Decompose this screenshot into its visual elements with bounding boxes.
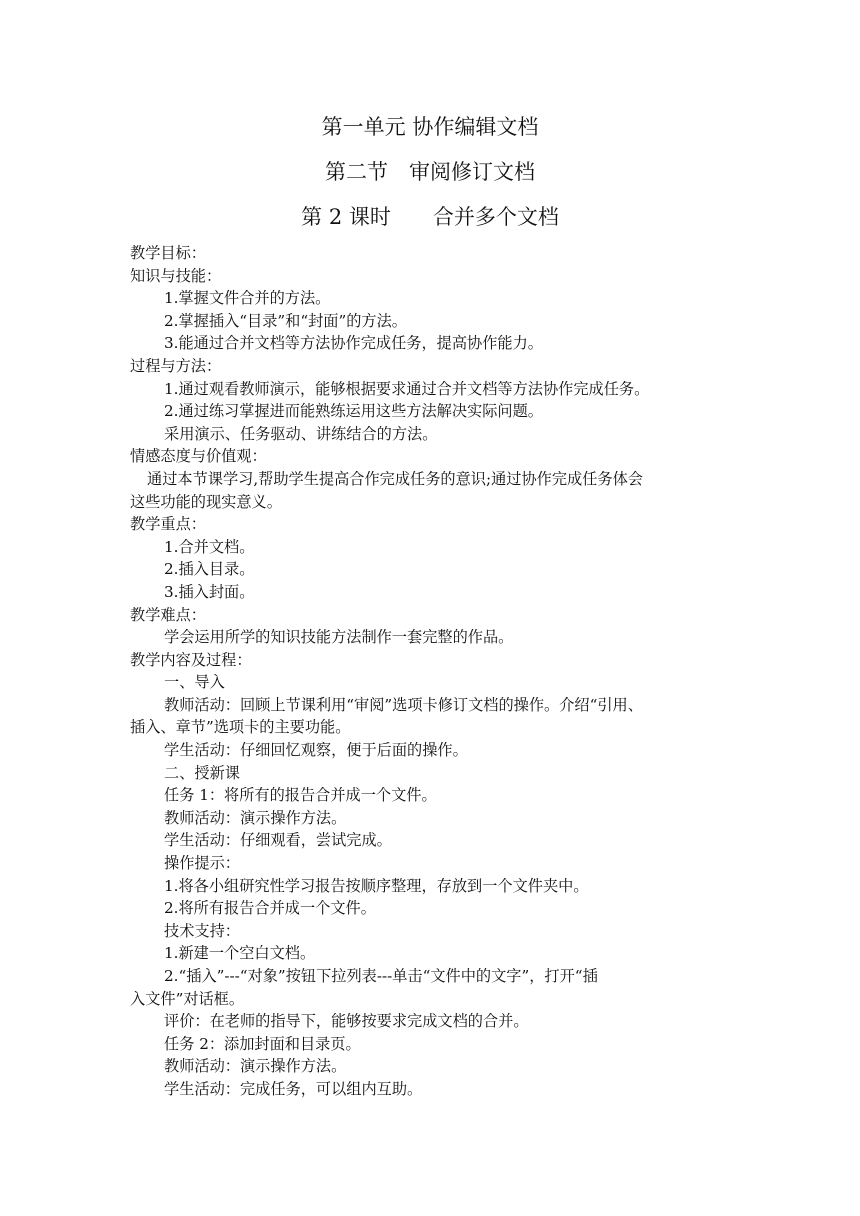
text-line: 任务 2：添加封面和目录页。 bbox=[164, 1034, 361, 1053]
text-line: 情感态度与价值观： bbox=[130, 447, 267, 466]
text-line: 这些功能的现实意义。 bbox=[130, 492, 282, 511]
text-line: 1.合并文档。 bbox=[164, 537, 255, 556]
text-line: 教师活动：回顾上节课利用“审阅”选项卡修订文档的操作。介绍“引用、 bbox=[164, 695, 643, 714]
text-line: 技术支持： bbox=[164, 921, 240, 940]
text-line: 入文件”对话框。 bbox=[130, 989, 245, 1008]
text-line: 任务 1：将所有的报告合并成一个文件。 bbox=[164, 786, 437, 805]
text-line: 学生活动：仔细回忆观察，便于后面的操作。 bbox=[164, 741, 468, 760]
text-line: 知识与技能： bbox=[130, 266, 222, 285]
text-line: 操作提示： bbox=[164, 854, 240, 873]
text-line: 一、导入 bbox=[164, 673, 225, 692]
text-line: 教师活动：演示操作方法。 bbox=[164, 1057, 347, 1076]
text-line: 2.“插入”---“对象”按钮下拉列表---单击“文件中的文字”，打开“插 bbox=[164, 967, 598, 985]
text-line: 1.通过观看教师演示，能够根据要求通过合并文档等方法协作完成任务。 bbox=[164, 379, 650, 398]
text-line: 教师活动：演示操作方法。 bbox=[164, 808, 347, 827]
text-line: 二、授新课 bbox=[164, 763, 240, 782]
unit-title: 第一单元 协作编辑文档 bbox=[321, 115, 539, 139]
text-line: 教学难点： bbox=[130, 605, 206, 624]
text-line: 2.将所有报告合并成一个文件。 bbox=[164, 899, 376, 918]
text-line: 插入、章节”选项卡的主要功能。 bbox=[130, 718, 351, 737]
text-line: 3.插入封面。 bbox=[164, 582, 255, 601]
lesson-title: 第 2 课时 合并多个文档 bbox=[301, 205, 559, 229]
text-line: 2.插入目录。 bbox=[164, 560, 255, 579]
text-line: 教学内容及过程： bbox=[130, 650, 252, 669]
text-line: 采用演示、任务驱动、讲练结合的方法。 bbox=[164, 424, 438, 443]
text-line: 1.新建一个空白文档。 bbox=[164, 944, 316, 963]
text-line: 3.能通过合并文档等方法协作完成任务，提高协作能力。 bbox=[164, 334, 543, 353]
text-line: 评价：在老师的指导下，能够按要求完成文档的合并。 bbox=[164, 1012, 529, 1031]
text-line: 2.掌握插入“目录”和“封面”的方法。 bbox=[164, 311, 407, 330]
text-line: 2.通过练习掌握进而能熟练运用这些方法解决实际问题。 bbox=[164, 402, 543, 421]
text-line: 学生活动：完成任务，可以组内互助。 bbox=[164, 1079, 423, 1098]
text-line: 1.掌握文件合并的方法。 bbox=[164, 289, 331, 308]
text-line: 1.将各小组研究性学习报告按顺序整理，存放到一个文件夹中。 bbox=[164, 876, 589, 895]
text-line: 学会运用所学的知识技能方法制作一套完整的作品。 bbox=[164, 628, 514, 647]
text-line: 教学目标： bbox=[130, 244, 206, 262]
section-title: 第二节 审阅修订文档 bbox=[325, 160, 535, 184]
text-line: 过程与方法： bbox=[130, 356, 222, 375]
document-body bbox=[130, 242, 730, 1101]
text-line: 通过本节课学习,帮助学生提高合作完成任务的意识;通过协作完成任务体会 bbox=[147, 469, 643, 488]
text-line: 学生活动：仔细观看，尝试完成。 bbox=[164, 831, 392, 850]
text-line: 教学重点： bbox=[130, 515, 206, 534]
